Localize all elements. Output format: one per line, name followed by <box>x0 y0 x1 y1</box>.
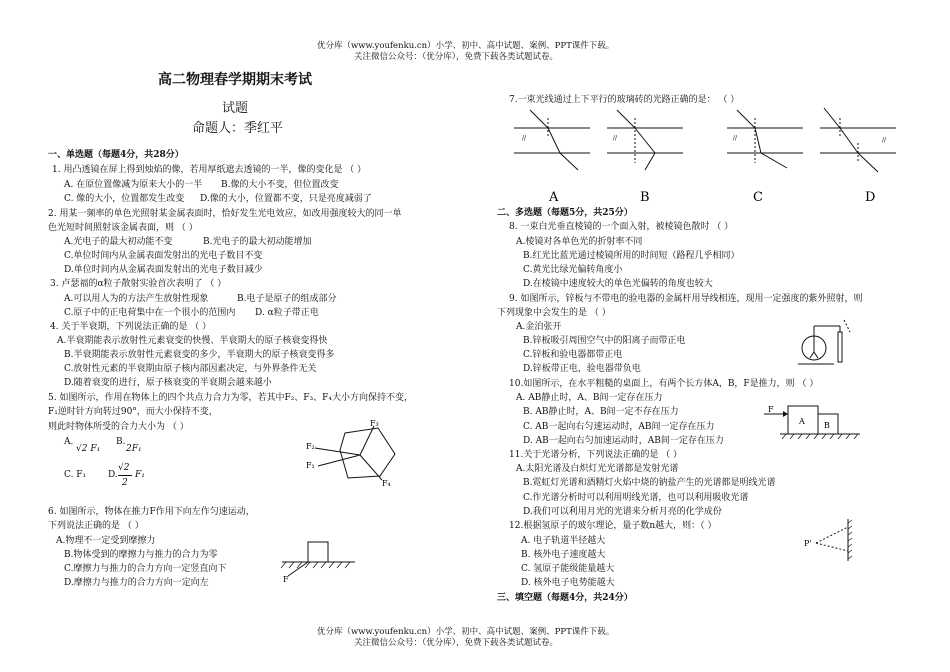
q12-option-b: B. 核外电子速度越大 <box>521 550 606 560</box>
svg-text://: // <box>882 137 887 144</box>
q8-stem: 8. 一束白光垂直棱镜的一个面入射，被棱镜色散时 （ ） <box>509 222 734 232</box>
section-1-heading: 一、单选题（每题4分，共28分） <box>48 150 184 160</box>
q9-option-b: B.锌板吸引周围空气中的阳离子而带正电 <box>523 336 686 346</box>
q1-option-b: B.像的大小不变，但位置改变 <box>221 180 339 190</box>
header-line-2: 关注微信公众号：（优分库），免费下载各类试题试卷。 <box>354 52 559 62</box>
svg-text://: // <box>613 135 618 142</box>
page-subtitle: 试题 <box>222 101 249 116</box>
q4-option-c: C.放射性元素的半衰期由原子核内部因素决定，与外界条件无关 <box>64 364 317 374</box>
q6-label-f: F <box>283 575 289 584</box>
q5-option-b-label: B. <box>116 437 126 447</box>
q10-option-c: C. AB一起向右匀速运动时，AB间一定存在压力 <box>523 422 715 432</box>
q5-stem-2: F₁逆时针方向转过90°，而大小保持不变， <box>48 407 218 417</box>
q4-option-b: B.半衰期能表示放射性元素衰变的多少，半衰期大的原子核衰变得多 <box>64 350 335 360</box>
q12-reflection-diagram <box>800 515 860 565</box>
q7-label-c: C <box>753 190 763 203</box>
exam-author: 命题人：季红平 <box>192 121 284 136</box>
q3-option-c: C.原子中的正电荷集中在一个很小的范围内 <box>64 308 236 318</box>
q6-option-b: B.物体受到的摩擦力与推力的合力为零 <box>64 550 218 560</box>
q10-label-a: A <box>799 417 805 426</box>
q7-diagram-d <box>818 106 898 203</box>
q5-option-d-label: D. <box>108 470 118 480</box>
q5-option-d-numerator: √2 <box>118 463 130 473</box>
svg-text://: // <box>733 135 738 142</box>
q5-fraction-bar <box>118 475 132 476</box>
q11-option-a: A.太阳光谱及白炽灯光光谱都是发射光谱 <box>516 464 679 474</box>
q10-stem: 10.如图所示，在水平粗糙的桌面上，有两个长方体A，B，F是推力，则 （ ） <box>509 379 819 389</box>
q7-stem: 7.一束光线通过上下平行的玻璃砖的光路正确的是： （ ） <box>509 95 740 105</box>
q6-stem-2: 下列说法正确的是 （ ） <box>48 521 144 531</box>
q1-option-a: A. 在原位置像减为原来大小的一半 <box>64 180 203 190</box>
q9-stem-1: 9. 如图所示，锌板与不带电的验电器的金属杆用导线相连，现用一定强度的紫外照射，则 <box>509 294 863 304</box>
q7-diagram-a <box>512 108 592 203</box>
section-2-heading: 二、多选题（每题5分，共25分） <box>497 208 633 218</box>
q11-option-b: B.霓虹灯光谱和酒精灯火焰中烧的钠盐产生的光谱都是明线光谱 <box>523 478 776 488</box>
q10-label-b: B <box>824 421 830 430</box>
q12-option-a: A. 电子轨道半径越大 <box>521 536 606 546</box>
q11-option-d: D.我们可以利用月光的光谱来分析月亮的化学成份 <box>523 507 722 517</box>
q8-option-a: A.棱镜对各单色光的折射率不同 <box>516 237 643 247</box>
q12-option-c: C. 氢原子能级能量越大 <box>521 564 615 574</box>
section-3-heading: 三、填空题（每题4分，共24分） <box>497 593 633 603</box>
q6-stem-1: 6. 如图所示，物体在推力F作用下向左作匀速运动， <box>48 507 255 517</box>
q5-option-c: C. F₁ <box>64 470 87 480</box>
q5-option-b-value: 2F₁ <box>126 444 142 454</box>
q3-option-b: B.电子是原子的组成部分 <box>237 294 337 304</box>
q10-blocks-diagram <box>760 400 870 442</box>
q8-option-d: D.在棱镜中速度较大的单色光偏转的角度也较大 <box>523 279 713 289</box>
q5-option-a-value: √2 F₁ <box>76 444 101 454</box>
q7-label-a: A <box>549 190 559 203</box>
q7-diagram-c <box>725 108 805 203</box>
q9-option-d: D.锌板带正电，验电器带负电 <box>523 364 641 374</box>
q7-diagram-b <box>605 108 685 203</box>
q9-stem-2: 下列现象中会发生的是 （ ） <box>497 308 611 318</box>
q4-option-a: A.半衰期能表示放射性元素衰变的快慢、半衰期大的原子核衰变得快 <box>57 336 328 346</box>
q11-stem: 11.关于光谱分析，下列说法正确的是 （ ） <box>509 450 683 460</box>
q4-option-d: D.随着衰变的进行，原子核衰变的半衰期会越来越小 <box>64 378 272 388</box>
q2-option-d: D.单位时间内从金属表面发射出的光电子数目减少 <box>64 265 263 275</box>
q5-force-diagram <box>300 418 405 493</box>
page-title: 高二物理春学期期末考试 <box>158 72 312 88</box>
q6-option-c: C.摩擦力与推力的合力方向一定竖直向下 <box>64 564 227 574</box>
q10-option-b: B. AB静止时，A、B间一定不存在压力 <box>523 407 679 417</box>
q2-option-b: B.光电子的最大初动能增加 <box>203 237 312 247</box>
q10-label-f: F <box>768 405 774 414</box>
q10-option-a: A. AB静止时，A、B间一定存在压力 <box>516 393 663 403</box>
q3-stem: 3. 卢瑟福的α粒子散射实验首次表明了 （ ） <box>50 279 227 289</box>
q2-option-c: C.单位时间内从金属表面发射出的光电子数目不变 <box>64 251 263 261</box>
q2-stem-2: 色光短时间照射该金属表面，则 （ ） <box>48 223 198 233</box>
q8-option-c: C.黄光比绿光偏转角度小 <box>523 265 623 275</box>
q6-block-diagram <box>270 536 360 584</box>
q12-label-p: P' <box>804 539 812 548</box>
q5-option-d-tail: F₁ <box>135 470 145 480</box>
q5-label-f4: F₄ <box>382 479 391 488</box>
q12-option-d: D. 核外电子电势能越大 <box>521 578 615 588</box>
q8-option-b: B.红光比蓝光通过棱镜所用的时间短（路程几乎相同） <box>523 251 740 261</box>
header-line-1: 优分库（www.youfenku.cn）小学、初中、高中试题、案例、PPT课件下载。 <box>317 41 615 51</box>
q5-option-a-label: A. <box>64 437 74 447</box>
q5-option-d-denominator: 2 <box>122 478 128 488</box>
q6-option-a: A.物理不一定受到摩擦力 <box>56 536 156 546</box>
q9-option-a: A.金泊张开 <box>516 322 562 332</box>
footer-line-2: 关注微信公众号：（优分库），免费下载各类试题试卷。 <box>354 638 559 648</box>
q5-label-f1: F₁ <box>306 461 315 470</box>
q5-label-f3: F₃ <box>370 419 379 428</box>
q9-electroscope-diagram <box>790 318 855 370</box>
q4-stem: 4. 关于半衰期，下列说法正确的是 （ ） <box>50 322 212 332</box>
q10-option-d: D. AB一起向右匀加速运动时，AB间一定存在压力 <box>523 436 724 446</box>
q11-option-c: C.作光谱分析时可以利用明线光谱，也可以利用吸收光谱 <box>523 493 749 503</box>
q3-option-a: A.可以用人为的方法产生放射性现象 <box>64 294 209 304</box>
q5-stem-3: 则此时物体所受的合力大小为 （ ） <box>48 422 189 432</box>
svg-text://: // <box>522 135 527 142</box>
q2-option-a: A.光电子的最大初动能不变 <box>64 237 173 247</box>
q5-stem-1: 5. 如图所示，作用在物体上的四个共点力合力为零，若其中F₂、F₃、F₄大小方向保持不变， <box>48 393 414 403</box>
q1-stem: 1. 用凸透镜在屏上得到烛焰的像，若用厚纸遮去透镜的一半，像的变化是 （ ） <box>52 165 367 175</box>
q12-stem: 12.根据氢原子的玻尔理论，量子数n越大，则：（ ） <box>509 521 717 531</box>
footer-line-1: 优分库（www.youfenku.cn）小学、初中、高中试题、案例、PPT课件下载。 <box>317 627 615 637</box>
q1-option-c: C. 像的大小，位置都发生改变 <box>64 194 185 204</box>
q5-label-f2: F₂ <box>306 442 315 451</box>
q1-option-d: D.像的大小，位置都不变，只是亮度减弱了 <box>200 194 372 204</box>
q7-label-d: D <box>865 190 876 203</box>
q7-label-b: B <box>640 190 650 203</box>
q2-stem-1: 2. 用某一频率的单色光照射某金属表面时，恰好发生光电效应，如改用强度较大的同一单 <box>48 209 402 219</box>
q9-option-c: C.锌板和验电器都带正电 <box>523 350 623 360</box>
q3-option-d: D. α粒子带正电 <box>255 308 319 318</box>
q6-option-d: D.摩擦力与推力的合力方向一定向左 <box>64 578 209 588</box>
